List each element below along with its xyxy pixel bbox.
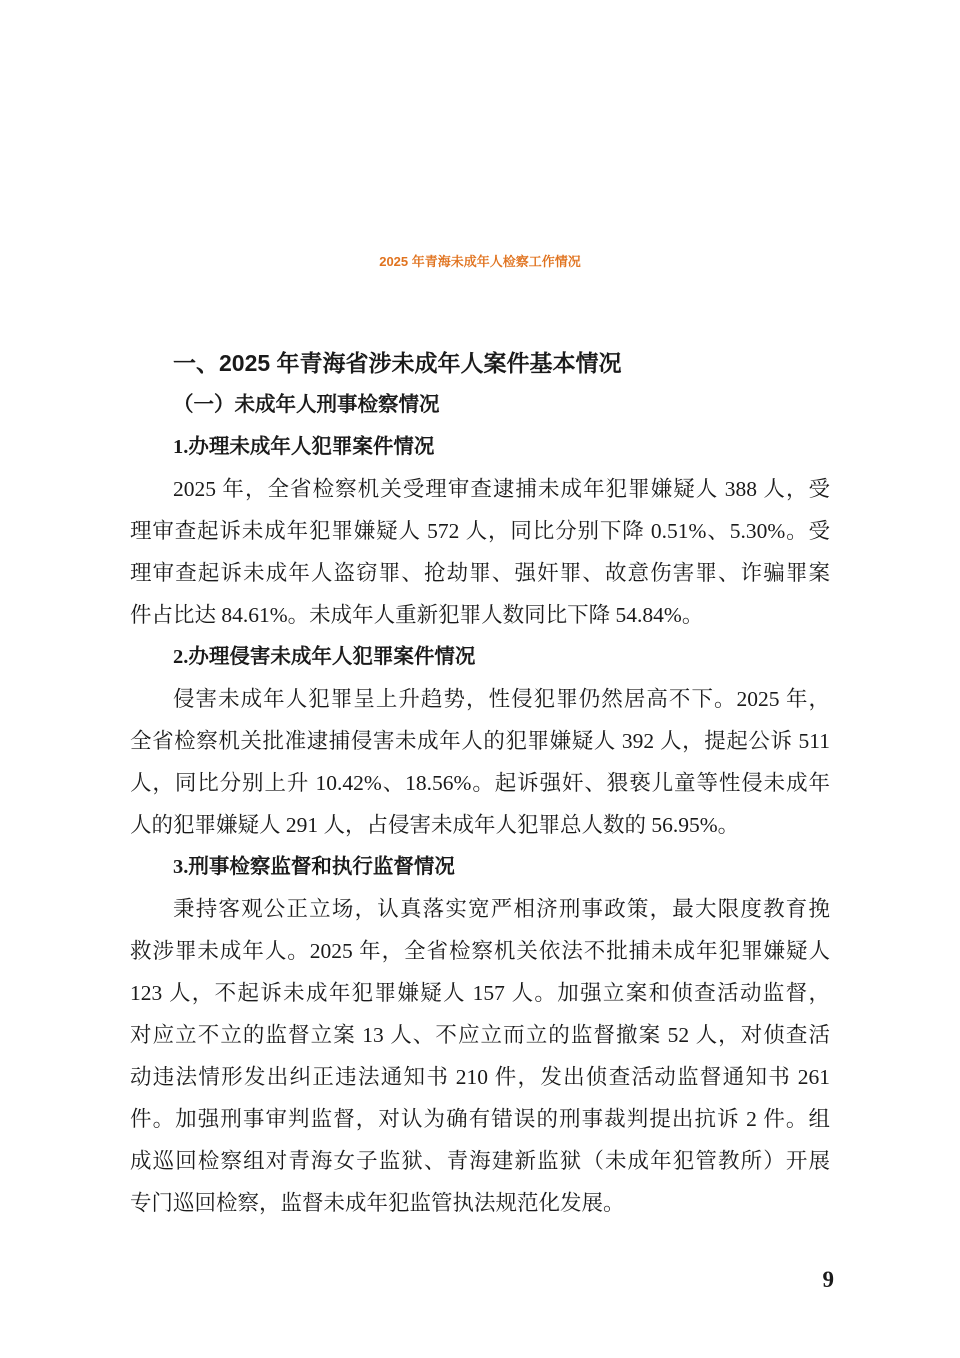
topic-heading-3: 3.刑事检察监督和执行监督情况	[173, 856, 455, 878]
paragraph-line: 全省检察机关批准逮捕侵害未成年人的犯罪嫌疑人 392 人，提起公诉 511	[130, 729, 830, 753]
paragraph-line: 专门巡回检察，监督未成年犯监管执法规范化发展。	[130, 1191, 625, 1215]
page-number: 9	[822, 1267, 834, 1292]
paragraph-line: 救涉罪未成年人。2025 年，全省检察机关依法不批捕未成年犯罪嫌疑人	[130, 939, 830, 963]
subsection-heading: （一）未成年人刑事检察情况	[173, 394, 440, 416]
paragraph-line: 成巡回检察组对青海女子监狱、青海建新监狱（未成年犯管教所）开展	[130, 1149, 830, 1173]
paragraph-line: 动违法情形发出纠正违法通知书 210 件，发出侦查活动监督通知书 261	[130, 1065, 830, 1089]
paragraph-line: 2025 年，全省检察机关受理审查逮捕未成年犯罪嫌疑人 388 人，受	[173, 477, 830, 501]
paragraph-line: 件占比达 84.61%。未成年人重新犯罪人数同比下降 54.84%。	[130, 603, 704, 627]
paragraph-line: 123 人，不起诉未成年犯罪嫌疑人 157 人。加强立案和侦查活动监督，	[130, 981, 830, 1005]
paragraph-line: 件。加强刑事审判监督，对认为确有错误的刑事裁判提出抗诉 2 件。组	[130, 1107, 830, 1131]
topic-heading-1: 1.办理未成年人犯罪案件情况	[173, 436, 435, 458]
paragraph-line: 理审查起诉未成年犯罪嫌疑人 572 人，同比分别下降 0.51%、5.30%。受	[130, 519, 830, 543]
page-title: 2025 年青海未成年人检察工作情况	[379, 254, 581, 269]
document-body	[130, 342, 830, 1224]
paragraph-line: 人的犯罪嫌疑人 291 人，占侵害未成年人犯罪总人数的 56.95%。	[130, 813, 740, 837]
section-heading: 一、2025 年青海省涉未成年人案件基本情况	[173, 350, 622, 376]
paragraph-line: 理审查起诉未成年人盗窃罪、抢劫罪、强奸罪、故意伤害罪、诈骗罪案	[130, 561, 830, 585]
paragraph-line: 对应立不立的监督立案 13 人、不应立而立的监督撤案 52 人，对侦查活	[130, 1023, 830, 1047]
paragraph-line: 侵害未成年人犯罪呈上升趋势，性侵犯罪仍然居高不下。2025 年，	[173, 687, 830, 711]
paragraph-line: 秉持客观公正立场，认真落实宽严相济刑事政策，最大限度教育挽	[173, 897, 830, 921]
topic-heading-2: 2.办理侵害未成年人犯罪案件情况	[173, 646, 476, 668]
paragraph-line: 人，同比分别上升 10.42%、18.56%。起诉强奸、猥亵儿童等性侵未成年	[130, 771, 830, 795]
